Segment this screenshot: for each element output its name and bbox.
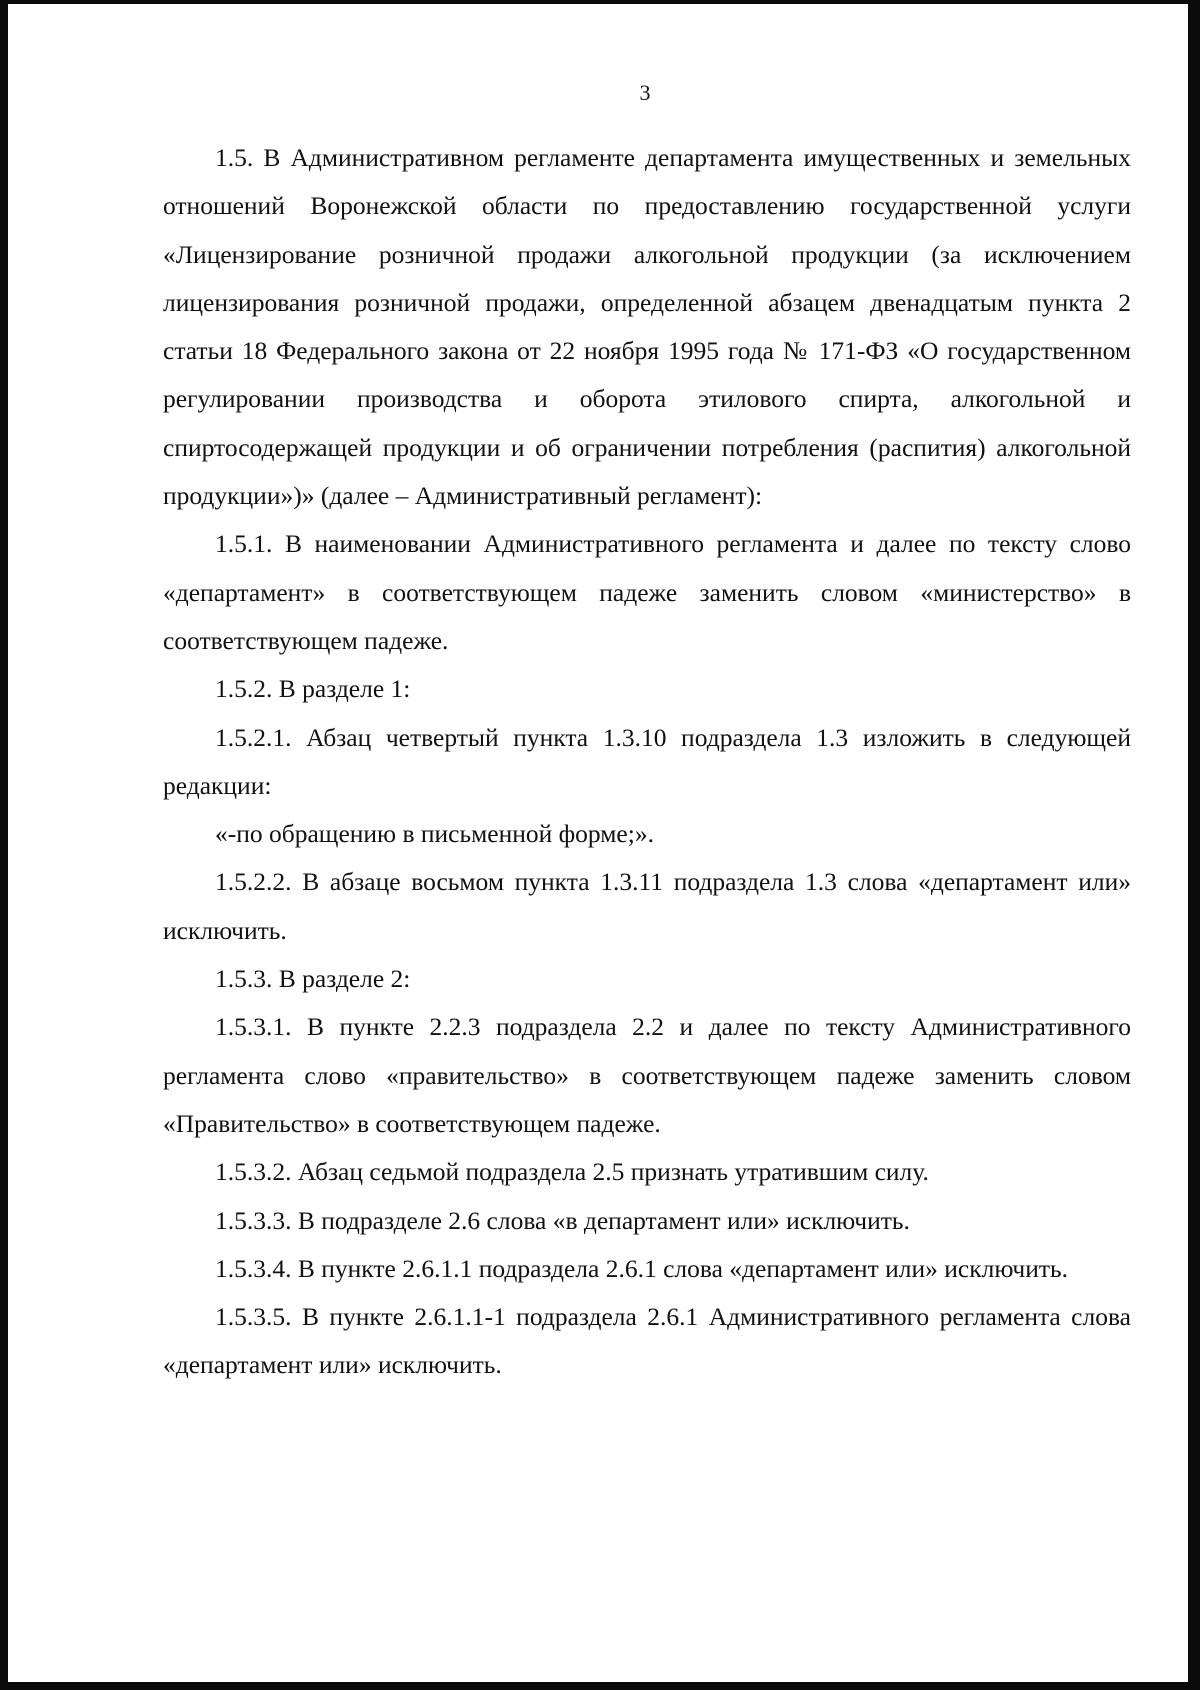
paragraph-quote: «-по обращению в письменной форме;». [215,819,654,849]
paragraph-1-5-3-3: 1.5.3.3. В подразделе 2.6 слова «в департамент или» исключить. [215,1205,910,1235]
paragraph-1-5-2-1: 1.5.2.1. Абзац четвертый пункта 1.3.10 подраздела 1.3 изложить в следующей редакции: [163,722,1131,800]
paragraph-1-5-2: 1.5.2. В разделе 1: [215,674,411,704]
paragraph-1-5-3-1: 1.5.3.1. В пункте 2.2.3 подраздела 2.2 и далее по тексту Административного регламента слово «правительство» в соответствующем падеже заменить словом «Правительство» в соответствующем падеже. [163,1012,1131,1138]
paragraph-1-5: 1.5. В Административном регламенте департамента имущественных и земельных отношений Воронежской области по предоставлению государственной услуги «Лицензирование розничной продажи алкогольной продукции (за исключением лицензирования розничной продажи, определенной абзацем двенадцатым пункта 2 статьи 18 Федерального закона от 22 ноября 1995 года № 171-ФЗ «О государственном регулировании производства и оборота этилового спирта, алкогольной и спиртосодержащей продукции и об ограничении потребления (распития) алкогольной продукции»)» (далее – Административный регламент): [163,143,1131,511]
paragraph-1-5-2-2: 1.5.2.2. В абзаце восьмом пункта 1.3.11 подраздела 1.3 слова «департамент или» исключить. [163,867,1131,945]
paragraph-1-5-3: 1.5.3. В разделе 2: [215,964,411,994]
document-body [163,134,1131,1390]
paragraph-1-5-3-2: 1.5.3.2. Абзац седьмой подраздела 2.5 признать утратившим силу. [215,1157,929,1187]
paragraph-1-5-3-4: 1.5.3.4. В пункте 2.6.1.1 подраздела 2.6.1 слова «департамент или» исключить. [215,1253,1069,1283]
paragraph-1-5-1: 1.5.1. В наименовании Административного регламента и далее по тексту слово «департамент» в соответствующем падеже заменить словом «министерство» в соответствующем падеже. [163,529,1131,655]
page-number: 3 [639,80,651,105]
paragraph-1-5-3-5: 1.5.3.5. В пункте 2.6.1.1-1 подраздела 2.6.1 Административного регламента слова «департамент или» исключить. [163,1302,1131,1380]
